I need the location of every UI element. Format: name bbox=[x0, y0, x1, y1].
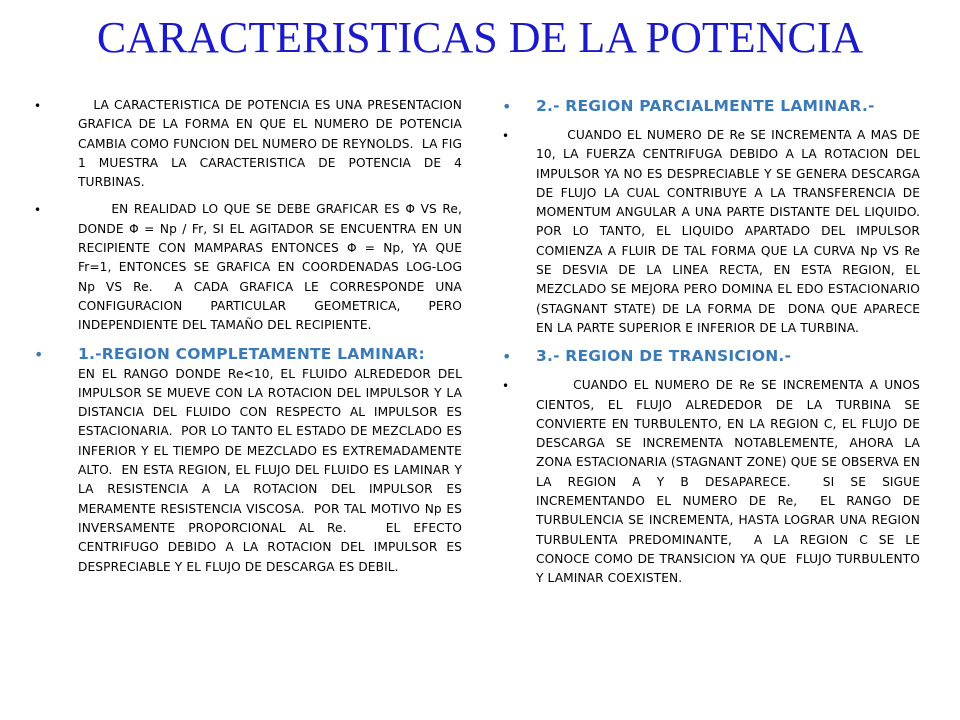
paragraph-phi-vs-re: EN REALIDAD LO QUE SE DEBE GRAFICAR ES Φ VS Re, DONDE Φ = Np / Fr, SI EL AGITADOR SE ENCUENTRA EN UN RECIPIENTE CON MAMPARAS ENTONCES Φ = Np, YA QUE Fr=1, ENTONCES SE GRAFICA EN COORDENADAS LOG-LOG Np VS Re. A CADA GRAFICA LE CORRESPONDE UNA CONFIGURACION PARTICULAR GEOMETRICA, PERO INDEPENDIENTE DEL TAMAÑO DEL RECIPIENTE. bbox=[78, 202, 470, 333]
bullet-item-transition bbox=[502, 376, 924, 588]
bullet-item-laminar-region bbox=[34, 344, 466, 577]
heading-transition: 3.- REGION DE TRANSICION.- bbox=[536, 347, 792, 366]
bullet-icon: • bbox=[502, 347, 512, 367]
left-column bbox=[34, 96, 470, 585]
paragraph-power-characteristic: LA CARACTERISTICA DE POTENCIA ES UNA PRESENTACION GRAFICA DE LA FORMA EN QUE EL NUMERO DE POTENCIA CAMBIA COMO FUNCION DEL NUMERO DE REYNOLDS. LA FIG 1 MUESTRA LA CARACTERISTICA DE POTENCIA DE 4 TURBINAS. bbox=[78, 98, 466, 190]
paragraph-partial-laminar: CUANDO EL NUMERO DE Re SE INCREMENTA A MAS DE 10, LA FUERZA CENTRIFUGA DEBIDO A LA ROTACION DEL IMPULSOR YA NO ES DESPRECIABLE Y SE GENERA DESCARGA DE FLUJO LA CUAL CONTRIBUYE A LA TRANSFERENCIA DE MOMENTUM ANGULAR A UNA PARTE DISTANTE DEL LIQUIDO. POR LO TANTO, EL LIQUIDO APARTADO DEL IMPULSOR COMIENZA A FLUIR DE TAL FORMA QUE LA CURVA Np VS Re SE DESVIA DE LA LINEA RECTA, EN ESTA REGION, EL MEZCLADO SE MEJORA PERO DOMINA EL EDO ESTACIONARIO (STAGNANT STATE) DE LA FORMA DE DONA QUE APARECE EN LA PARTE SUPERIOR E INFERIOR DE LA TURBINA. bbox=[536, 128, 924, 335]
bullet-item-phi-vs-re bbox=[34, 200, 470, 335]
right-column bbox=[502, 96, 924, 597]
slide-title: CARACTERISTICAS DE LA POTENCIA bbox=[96, 13, 864, 62]
bullet-icon: • bbox=[502, 129, 510, 143]
heading-partial-laminar: 2.- REGION PARCIALMENTE LAMINAR.- bbox=[536, 97, 875, 115]
heading-laminar-region: 1.-REGION COMPLETAMENTE LAMINAR: bbox=[78, 344, 425, 363]
paragraph-laminar-region: EN EL RANGO DONDE Re<10, EL FLUIDO ALREDEDOR DEL IMPULSOR SE MUEVE CON LA ROTACION DEL IMPULSOR Y LA DISTANCIA DEL FLUIDO CON RESPECTO AL IMPULSOR ES ESTACIONARIA. POR LO TANTO EL ESTADO DE MEZCLADO ES INFERIOR Y EL TIEMPO DE MEZCLADO ES EXTREMADAMENTE ALTO. EN ESTA REGION, EL FLUJO DEL FLUIDO ES LAMINAR Y LA RESISTENCIA A LA ROTACION DEL IMPULSOR ES MERAMENTE RESISTENCIA VISCOSA. POR TAL MOTIVO Np ES INVERSAMENTE PROPORCIONAL AL Re. EL EFECTO CENTRIFUGO DEBIDO A LA ROTACION DEL IMPULSOR ES DESPRECIABLE Y EL FLUJO DE DESCARGA ES DEBIL. bbox=[78, 366, 466, 574]
bullet-item-transition-heading bbox=[502, 346, 920, 366]
bullet-item-partial-laminar-heading bbox=[502, 96, 920, 116]
bullet-icon: • bbox=[502, 379, 510, 394]
bullet-icon: • bbox=[34, 99, 42, 113]
paragraph-transition: CUANDO EL NUMERO DE Re SE INCREMENTA A UNOS CIENTOS, EL FLUJO ALREDEDOR DE LA TURBINA SE CONVIERTE EN TURBULENTO, EN LA REGION C, EL FLUJO DE DESCARGA SE INCREMENTA NOTABLEMENTE, AHORA LA ZONA ESTACIONARIA (STAGNANT ZONE) QUE SE OBSERVA EN LA REGION A Y B DESAPARECE. SI SE SIGUE INCREMENTANDO EL NUMERO DE Re, EL RANGO DE TURBULENCIA SE INCREMENTA, HASTA LOGRAR UNA REGION TURBULENTA PREDOMINANTE, A LA REGION C SE LE CONOCE COMO DE TRANSICION YA QUE FLUJO TURBULENTO Y LAMINAR COEXISTEN. bbox=[536, 378, 924, 586]
bullet-item-power-characteristic bbox=[34, 96, 466, 192]
bullet-item-partial-laminar bbox=[502, 126, 924, 338]
bullet-icon: • bbox=[34, 203, 42, 218]
bullet-icon: • bbox=[502, 97, 512, 116]
bullet-icon: • bbox=[34, 344, 44, 364]
